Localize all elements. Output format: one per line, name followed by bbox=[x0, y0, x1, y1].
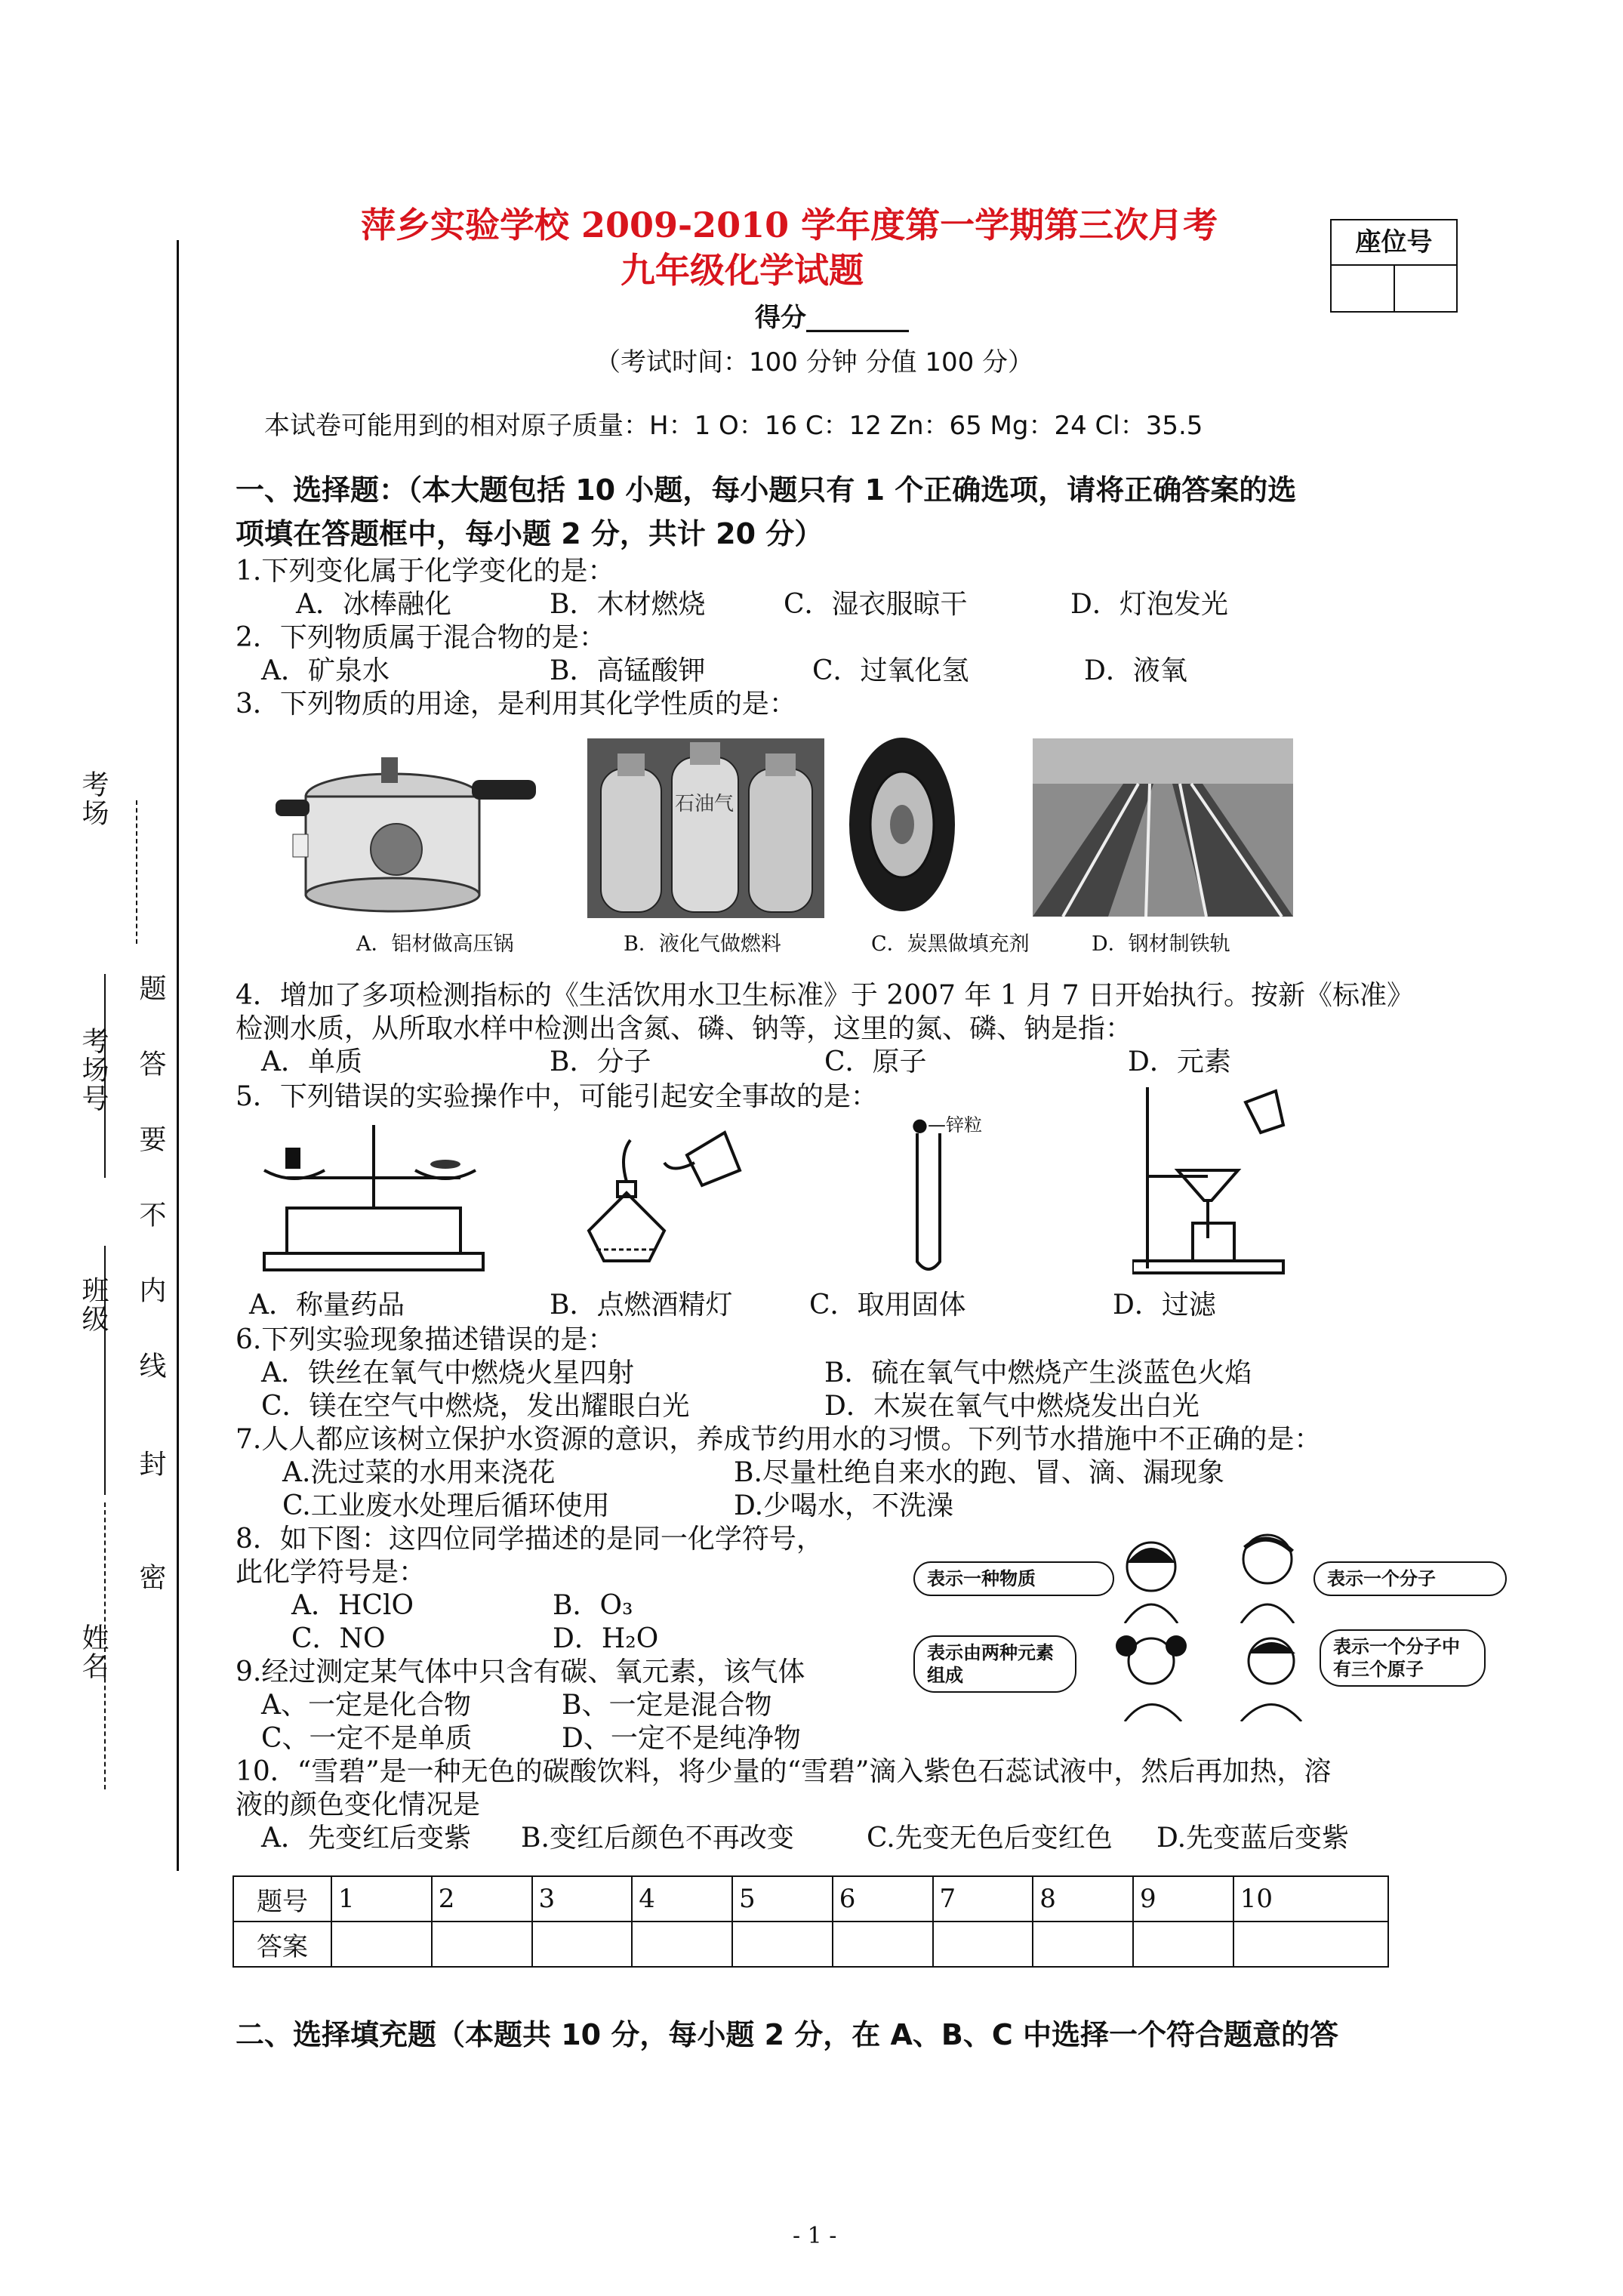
q1-option-d[interactable]: D．灯泡发光 bbox=[1070, 589, 1228, 620]
q3-caption-a[interactable]: A．铝材做高压锅 bbox=[356, 932, 514, 956]
q1-option-a[interactable]: A．冰棒融化 bbox=[296, 589, 451, 620]
answer-cell[interactable] bbox=[1133, 1922, 1233, 1967]
q8-option-d[interactable]: D．H₂O bbox=[553, 1623, 659, 1654]
margin-underline bbox=[104, 974, 106, 1178]
question-number-cell: 9 bbox=[1133, 1876, 1233, 1922]
q4-option-c[interactable]: C．原子 bbox=[824, 1046, 927, 1077]
seat-label: 座位号 bbox=[1332, 220, 1456, 266]
seal-word: 不 bbox=[135, 1200, 166, 1229]
table-header-cell: 答案 bbox=[233, 1922, 331, 1967]
q6-option-d[interactable]: D．木炭在氧气中燃烧发出白光 bbox=[824, 1391, 1200, 1422]
question-number-cell: 3 bbox=[532, 1876, 633, 1922]
answer-cell[interactable] bbox=[1233, 1922, 1388, 1967]
q7-option-d[interactable]: D.少喝水，不洗澡 bbox=[734, 1490, 954, 1521]
margin-dash bbox=[136, 800, 137, 944]
question-number-cell: 10 bbox=[1233, 1876, 1388, 1922]
answer-cell[interactable] bbox=[331, 1922, 432, 1967]
gas-cylinder-image bbox=[587, 738, 824, 918]
seal-word: 要 bbox=[135, 1125, 166, 1154]
q3-stem: 3．下列物质的用途，是利用其化学性质的是： bbox=[236, 689, 796, 720]
zinc-label: ●—锌粒 bbox=[912, 1114, 982, 1136]
margin-exam-room: 考场 bbox=[78, 770, 109, 827]
page-number: - 1 - bbox=[793, 2223, 837, 2249]
answer-table bbox=[233, 1875, 1389, 1968]
exam-info: （考试时间：100 分钟 分值 100 分） bbox=[595, 347, 1034, 378]
margin-underline bbox=[104, 1246, 106, 1495]
q6-stem: 6.下列实验现象描述错误的是： bbox=[236, 1324, 615, 1355]
q10-stem: 10．“雪碧”是一种无色的碳酸饮料，将少量的“雪碧”滴入紫色石蕊试液中，然后再加热，溶 bbox=[236, 1756, 1332, 1787]
seal-word: 密 bbox=[135, 1563, 166, 1592]
test-tube-image bbox=[906, 1130, 951, 1281]
q10-option-b[interactable]: B.变红后颜色不再改变 bbox=[521, 1823, 794, 1854]
q5-option-b[interactable]: B．点燃酒精灯 bbox=[550, 1290, 733, 1321]
q3-caption-d[interactable]: D．钢材制铁轨 bbox=[1092, 932, 1230, 956]
question-number-cell: 7 bbox=[933, 1876, 1033, 1922]
alcohol-lamp-image bbox=[574, 1110, 747, 1276]
score-field[interactable]: 得分________ bbox=[755, 303, 909, 333]
q1-option-c[interactable]: C．湿衣服晾干 bbox=[784, 589, 968, 620]
q8-option-c[interactable]: C．NO bbox=[291, 1623, 386, 1654]
seal-word: 题 bbox=[135, 974, 166, 1003]
q10-option-a[interactable]: A．先变红后变紫 bbox=[261, 1823, 471, 1854]
q8-stem: 8．如下图：这四位同学描述的是同一化学符号， bbox=[236, 1524, 824, 1555]
q1-option-b[interactable]: B．木材燃烧 bbox=[550, 589, 706, 620]
answer-cell[interactable] bbox=[532, 1922, 633, 1967]
margin-underline bbox=[104, 1502, 106, 1789]
section2-heading: 二、选择填充题（本题共 10 分，每小题 2 分，在 A、B、C 中选择一个符合题意的答 bbox=[236, 2018, 1338, 2051]
q9-option-c[interactable]: C、一定不是单质 bbox=[261, 1723, 473, 1754]
q10-stem: 液的颜色变化情况是 bbox=[236, 1789, 481, 1820]
q7-option-a[interactable]: A.洗过菜的水用来浇花 bbox=[282, 1457, 556, 1488]
question-number-cell: 1 bbox=[331, 1876, 432, 1922]
answer-cell[interactable] bbox=[632, 1922, 732, 1967]
q3-caption-b[interactable]: B．液化气做燃料 bbox=[624, 932, 781, 956]
q4-stem: 4．增加了多项检测指标的《生活饮用水卫生标准》于 2007 年 1 月 7 日开始执行。按新《标准》 bbox=[236, 980, 1414, 1011]
title-line-1: 萍乡实验学校 2009-2010 学年度第一学期第三次月考 bbox=[361, 205, 1218, 245]
question-number-cell: 4 bbox=[632, 1876, 732, 1922]
atomic-masses: 本试卷可能用到的相对原子质量：H：1 O：16 C：12 Zn：65 Mg：24 Cl：35.5 bbox=[264, 411, 1203, 441]
seal-word: 线 bbox=[135, 1351, 166, 1380]
q6-option-b[interactable]: B．硫在氧气中燃烧产生淡蓝色火焰 bbox=[824, 1358, 1252, 1388]
section1-heading: 项填在答题框中，每小题 2 分，共计 20 分） bbox=[236, 517, 824, 550]
student-cartoon bbox=[1226, 1525, 1309, 1623]
q4-option-b[interactable]: B．分子 bbox=[550, 1046, 651, 1077]
balance-scale-image bbox=[257, 1117, 491, 1276]
q1-stem: 1.下列变化属于化学变化的是： bbox=[236, 556, 615, 587]
student-cartoon bbox=[1110, 1533, 1193, 1623]
seal-word: 封 bbox=[135, 1450, 166, 1478]
question-number-cell: 6 bbox=[833, 1876, 933, 1922]
seat-number-box bbox=[1330, 219, 1458, 313]
pressure-cooker-image bbox=[272, 736, 544, 917]
q9-option-a[interactable]: A、一定是化合物 bbox=[261, 1690, 471, 1721]
table-row bbox=[233, 1922, 1388, 1967]
q2-stem: 2．下列物质属于混合物的是： bbox=[236, 622, 606, 653]
speech-bubble: 表示一种物质 bbox=[913, 1561, 1114, 1596]
student-cartoon bbox=[1110, 1623, 1200, 1721]
question-number-cell: 5 bbox=[732, 1876, 833, 1922]
q2-option-c[interactable]: C．过氧化氢 bbox=[812, 655, 969, 686]
q5-option-a[interactable]: A．称量药品 bbox=[249, 1290, 405, 1321]
question-number-cell: 2 bbox=[432, 1876, 532, 1922]
section1-heading: 一、选择题：（本大题包括 10 小题，每小题只有 1 个正确选项，请将正确答案的选 bbox=[236, 473, 1297, 507]
question-number-cell: 8 bbox=[1033, 1876, 1133, 1922]
q7-stem: 7.人人都应该树立保护水资源的意识，养成节约用水的习惯。下列节水措施中不正确的是： bbox=[236, 1424, 1322, 1455]
student-cartoon bbox=[1226, 1623, 1317, 1721]
svg-text:石油气: 石油气 bbox=[674, 793, 735, 815]
q5-stem: 5．下列错误的实验操作中，可能引起安全事故的是： bbox=[236, 1081, 878, 1112]
q3-caption-c[interactable]: C．炭黑做填充剂 bbox=[871, 932, 1030, 956]
q10-option-c[interactable]: C.先变无色后变红色 bbox=[867, 1823, 1113, 1854]
speech-bubble: 表示一个分子 bbox=[1313, 1561, 1507, 1596]
q4-option-a[interactable]: A．单质 bbox=[261, 1046, 362, 1077]
q6-option-a[interactable]: A．铁丝在氧气中燃烧火星四射 bbox=[261, 1358, 634, 1388]
railway-tracks-image bbox=[1033, 738, 1293, 917]
table-row bbox=[233, 1876, 1388, 1922]
q2-option-d[interactable]: D．液氧 bbox=[1084, 655, 1187, 686]
q4-option-d[interactable]: D．元素 bbox=[1128, 1046, 1231, 1077]
q9-option-d[interactable]: D、一定不是纯净物 bbox=[562, 1723, 801, 1754]
q2-option-a[interactable]: A．矿泉水 bbox=[261, 655, 390, 686]
margin-class: 班级 bbox=[78, 1276, 109, 1333]
binding-margin-line bbox=[177, 240, 179, 1871]
q8-option-a[interactable]: A．HClO bbox=[291, 1590, 414, 1621]
q8-stem: 此化学符号是： bbox=[236, 1557, 427, 1588]
title-line-2: 九年级化学试题 bbox=[621, 250, 864, 291]
q7-option-c[interactable]: C.工业废水处理后循环使用 bbox=[282, 1490, 610, 1521]
margin-exam-room-no: 考场号 bbox=[78, 1027, 109, 1113]
q2-option-b[interactable]: B．高锰酸钾 bbox=[550, 655, 706, 686]
zinc-label-text: 锌粒 bbox=[945, 1114, 982, 1136]
table-header-cell: 题号 bbox=[233, 1876, 331, 1922]
q9-stem: 9.经过测定某气体中只含有碳、氧元素，该气体 bbox=[236, 1657, 805, 1687]
answer-cell[interactable] bbox=[833, 1922, 933, 1967]
speech-bubble: 表示由两种元素组成 bbox=[913, 1635, 1076, 1693]
q5-option-d[interactable]: D．过滤 bbox=[1113, 1290, 1216, 1321]
q9-option-b[interactable]: B、一定是混合物 bbox=[562, 1690, 772, 1721]
seal-word: 答 bbox=[135, 1049, 166, 1078]
answer-cell[interactable] bbox=[732, 1922, 833, 1967]
seal-word: 内 bbox=[135, 1276, 166, 1305]
speech-bubble: 表示一个分子中有三个原子 bbox=[1320, 1629, 1486, 1687]
filtration-image bbox=[1132, 1087, 1298, 1276]
q5-option-c[interactable]: C．取用固体 bbox=[809, 1290, 966, 1321]
margin-name: 姓名 bbox=[78, 1623, 109, 1681]
answer-cell[interactable] bbox=[1033, 1922, 1133, 1967]
q10-option-d[interactable]: D.先变蓝后变紫 bbox=[1156, 1823, 1350, 1854]
q8-option-b[interactable]: B．O₃ bbox=[553, 1590, 633, 1621]
q4-stem: 检测水质，从所取水样中检测出含氮、磷、钠等，这里的氮、磷、钠是指： bbox=[236, 1013, 1133, 1044]
answer-cell[interactable] bbox=[933, 1922, 1033, 1967]
answer-cell[interactable] bbox=[432, 1922, 532, 1967]
tire-image bbox=[845, 734, 959, 915]
q6-option-c[interactable]: C．镁在空气中燃烧，发出耀眼白光 bbox=[261, 1391, 690, 1422]
q7-option-b[interactable]: B.尽量杜绝自来水的跑、冒、滴、漏现象 bbox=[734, 1457, 1224, 1488]
